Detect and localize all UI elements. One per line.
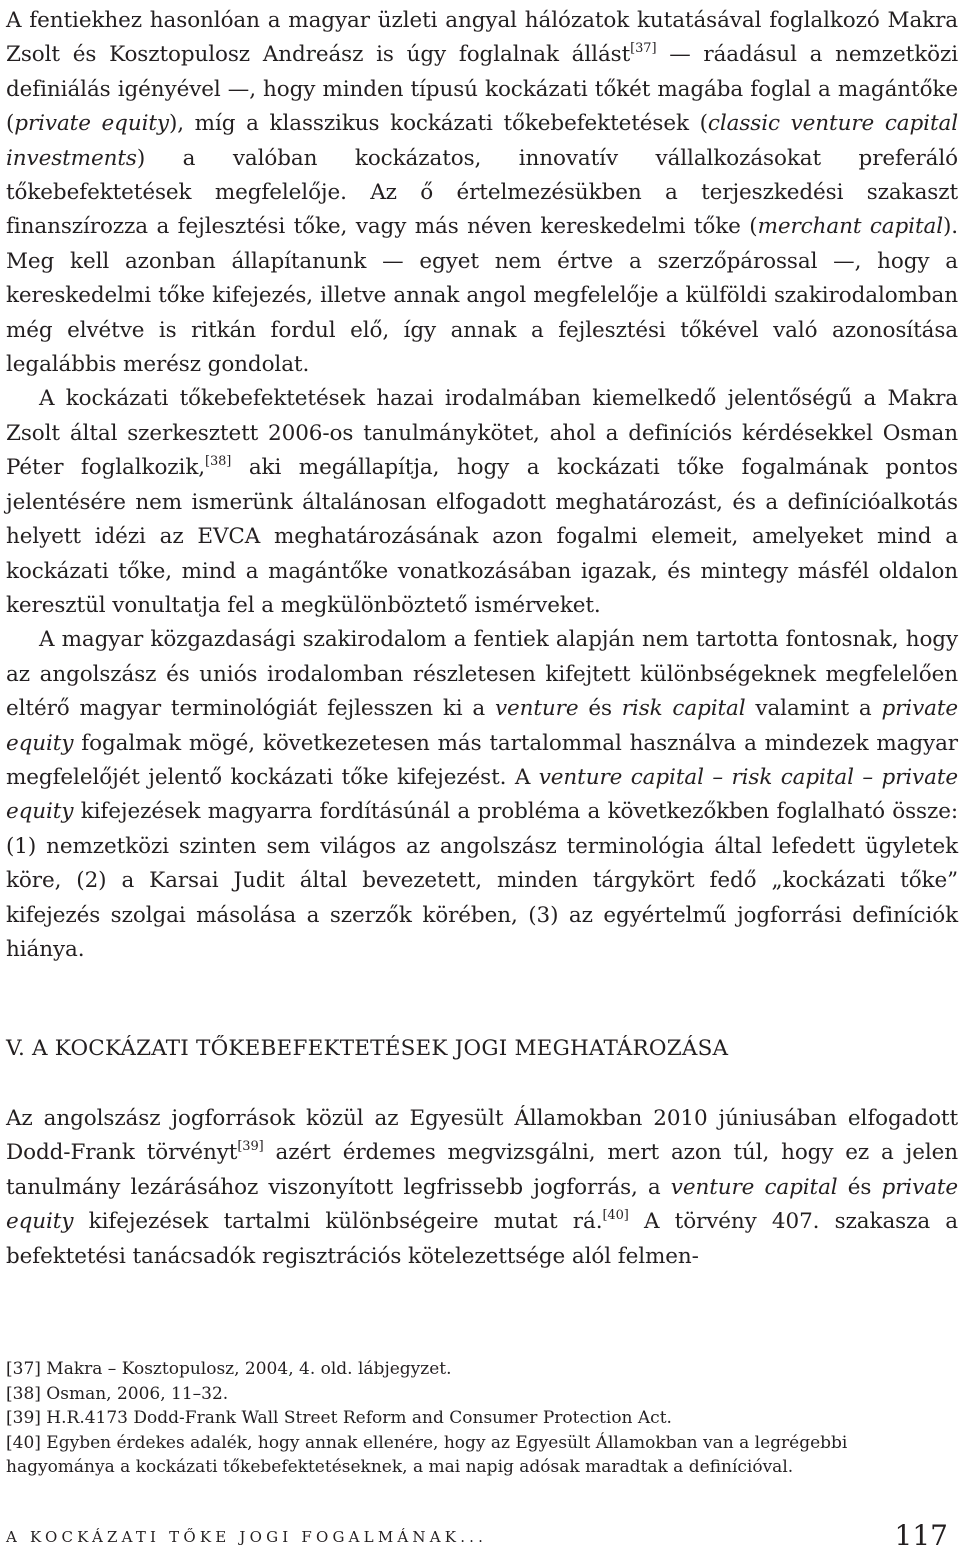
footnote-marker: [37]	[630, 41, 657, 57]
text-run: ). Meg kell azonban állapítanunk — egyet nem értve a szerzőpárossal —, hogy a kereskedelmi tőke kifejezés, illetve annak angol megfelelője a külföldi szakirodalomban még elvétve is ritkán fordul elő, így annak a fejlesztési tőkével való azonosítása legalábbis merész gondolat.	[6, 214, 959, 378]
text-run: és	[578, 696, 622, 722]
text-run: A fentiekhez hasonlóan a magyar üzleti angyal hálózatok kutatásával foglalkozó Makra Zsolt és Kosztopulosz Andreász is úgy foglalnak állást	[6, 8, 958, 68]
running-head: A KOCKÁZATI TŐKE JOGI FOGALMÁNAK...	[6, 1528, 488, 1546]
footnote-39: [39] H.R.4173 Dodd-Frank Wall Street Reform and Consumer Protection Act.	[6, 1408, 672, 1429]
text-run: valamint a	[745, 696, 882, 722]
text-run: fogalmak mögé, következetesen más tartalommal használva a mindezek magyar megfelelőjét jelentő kockázati tőke kifejezést. A	[6, 730, 958, 790]
text-run: ) a valóban kockázatos, innovatív vállalkozásokat preferáló tőkebefektetések megfelelője. Az ő értelmezésükben a terjeszkedési szakaszt finanszírozza a fejlesztési tőke, vagy más néven kereskedelmi tőke (	[6, 145, 958, 240]
text-run: kifejezések magyarra fordításúnál a probléma a következőkben foglalható össze: (1) nemzetközi szinten sem világos az angolszász terminológia által lefedett ügyletek köre, (2) a Karsai Judit által bevezetett, minden tárgykört fedő „kockázati tőke” kifejezés szolgai másolása a szerzők körében, (3) az egyértelmű jogforrási definíciók hiánya.	[6, 799, 958, 962]
text-run: azért érdemes megvizsgálni, mert azon túl, hogy ez a jelen tanulmány lezárásához viszonyított legfrissebb jogforrás, a	[6, 1140, 958, 1200]
italic-term: venture	[494, 696, 579, 722]
text-run: és	[837, 1174, 882, 1200]
italic-term: merchant capital	[757, 214, 943, 240]
text-run: A törvény 407. szakasza a befektetési tanácsadók regisztrációs kötelezettsége alól felmen-	[6, 1209, 958, 1269]
text-run: A kockázati tőkebefektetések hazai irodalmában kiemelkedő jelentőségű a Makra Zsolt által szerkesztett 2006-os tanulmánykötet, ahol a definíciós kérdésekkel Osman Péter foglalkozik,	[6, 386, 958, 481]
italic-term: private equity	[14, 111, 169, 137]
footnote-marker: [39]	[237, 1139, 264, 1155]
footnote-marker: [40]	[602, 1208, 629, 1224]
text-run: kifejezések tartalmi különbségeire mutat rá.	[73, 1209, 603, 1235]
footnote-marker: [38]	[204, 454, 232, 470]
text-run: — ráadásul a nemzetközi definiálás igényével —, hogy minden típusú kockázati tőkét magába foglal a magántőke (	[6, 42, 958, 137]
text-run: aki megállapítja, hogy a kockázati tőke fogalmának pontos jelentésére nem ismerünk általánosan elfogadott meghatározást, és a definícióalkotás helyett idézi az EVCA meghatározásának azon fogalmi elemeit, amelyeket mind a kockázati tőke, mind a magántőke vonatkozásában igazak, és mintegy másfél oldalon keresztül vonultatja fel a megkülönböztető ismérveket.	[6, 455, 958, 618]
text-run: A magyar közgazdasági szakirodalom a fentiek alapján nem tartotta fontosnak, hogy az angolszász és uniós irodalomban részletesen kifejtett különbségeknek megfelelően eltérő magyar terminológiát fejlesszen ki a	[6, 627, 958, 722]
text-run: Az angolszász jogforrások közül az Egyesült Államokban 2010 júniusában elfogadott Dodd-Frank törvényt	[6, 1106, 958, 1166]
page-number: 117	[894, 1519, 948, 1552]
paragraph-2	[6, 382, 958, 623]
italic-term: private equity	[6, 1174, 958, 1235]
section-paragraph	[6, 1102, 958, 1274]
main-body-text	[6, 4, 958, 967]
italic-term: venture capital – risk capital – private equity	[6, 764, 958, 825]
footnote-38: [38] Osman, 2006, 11–32.	[6, 1383, 229, 1404]
paragraph-1	[6, 4, 958, 382]
italic-term: classic venture capital investments	[6, 111, 958, 171]
italic-term: venture capital	[670, 1174, 838, 1200]
section-body-text	[6, 1102, 958, 1274]
footnotes	[6, 1357, 958, 1480]
text-run: ), míg a klasszikus kockázati tőkebefektetések (	[168, 111, 708, 137]
section-heading: V. A KOCKÁZATI TŐKEBEFEKTETÉSEK JOGI MEGHATÁROZÁSA	[6, 1036, 729, 1061]
italic-term: private equity	[6, 696, 958, 756]
footnote-40: [40] Egyben érdekes adalék, hogy annak ellenére, hogy az Egyesült Államokban van a legrégebbi hagyománya a kockázati tőkebefektetéseknek, a mai napig adósak maradtak a definícióval.	[6, 1432, 848, 1478]
italic-term: risk capital	[621, 696, 746, 722]
paragraph-3	[6, 623, 958, 967]
footnote-37: [37] Makra – Kosztopulosz, 2004, 4. old. lábjegyzet.	[6, 1359, 452, 1379]
